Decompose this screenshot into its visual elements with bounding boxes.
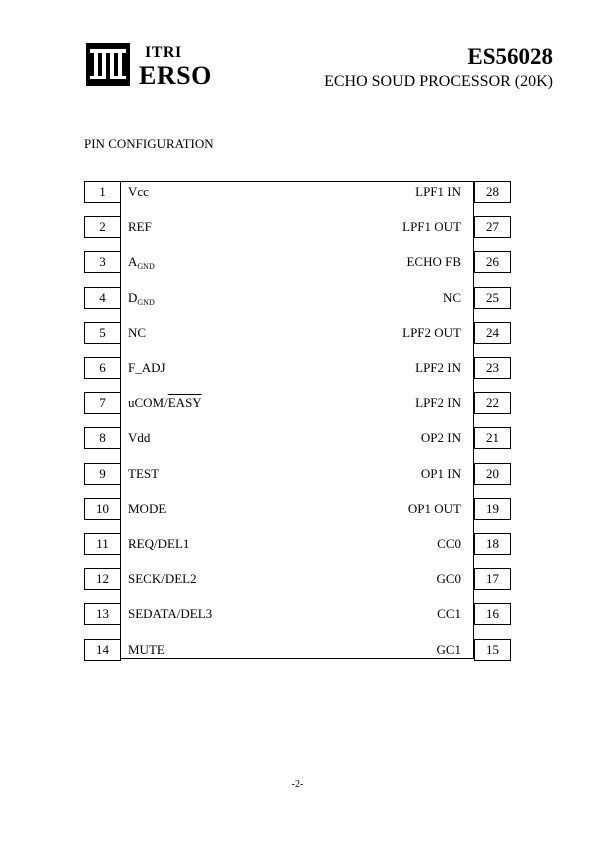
pin-number: 12	[84, 568, 121, 590]
pin-name	[128, 642, 165, 658]
pin-name-text: NC	[128, 324, 147, 340]
pin-name-text: SECK/DEL2	[128, 571, 197, 587]
pin-name	[128, 395, 202, 411]
section-title: PIN CONFIGURATION	[84, 136, 214, 151]
pin-name-subscript: GND	[137, 297, 155, 307]
pin-name-text: REF	[128, 219, 152, 235]
pin-number: 25	[474, 287, 511, 309]
pin-name	[128, 466, 159, 482]
pin-number: 20	[474, 463, 511, 485]
pin-number: 7	[84, 392, 121, 414]
pin-name: LPF1 IN	[415, 184, 461, 199]
pin-number: 14	[84, 639, 121, 661]
pin-name	[128, 571, 197, 587]
pin-name-text: Vdd	[128, 430, 151, 446]
pin-name-text: REQ/DEL1	[128, 536, 190, 551]
pin-row	[84, 427, 512, 449]
pin-name	[128, 254, 155, 275]
pin-name-active-low: EASY	[167, 395, 202, 411]
pin-name-text: A	[128, 254, 138, 270]
pin-name: CC0	[437, 536, 461, 551]
pin-number: 1	[84, 181, 121, 203]
pin-number: 26	[474, 251, 511, 273]
pin-row	[84, 603, 512, 625]
pin-name-text: F_ADJ	[128, 360, 166, 375]
pin-number: 15	[474, 639, 511, 661]
pin-name: LPF1 OUT	[402, 219, 461, 235]
pin-name: LPF2 IN	[415, 395, 461, 411]
pin-number: 16	[474, 603, 511, 625]
pin-row	[84, 357, 512, 379]
pin-name: ECHO FB	[406, 254, 461, 270]
pin-row	[84, 533, 512, 555]
pin-name: LPF2 OUT	[402, 324, 461, 340]
pin-number: 2	[84, 216, 121, 238]
pin-row	[84, 216, 512, 238]
part-subtitle: ECHO SOUD PROCESSOR (20K)	[324, 73, 553, 90]
pin-number: 17	[474, 568, 511, 590]
itri-erso-logo-icon	[86, 43, 130, 86]
pin-number: 9	[84, 463, 121, 485]
pin-name	[128, 325, 146, 341]
pin-row	[84, 181, 512, 203]
logo-text-itri: ITRI	[145, 44, 182, 61]
pin-row	[84, 287, 512, 309]
pin-name	[128, 430, 150, 446]
pin-row	[84, 392, 512, 414]
pin-name	[128, 219, 152, 235]
page-number: -2-	[291, 779, 304, 790]
pin-name	[128, 606, 212, 622]
pin-number: 18	[474, 533, 511, 555]
pin-name: OP1 IN	[420, 465, 461, 481]
logo-text-erso: ERSO	[139, 61, 212, 90]
pin-name	[128, 290, 155, 311]
part-number: ES56028	[467, 44, 553, 69]
pin-name-text: D	[128, 289, 138, 305]
pin-name-text: uCOM/	[128, 395, 168, 411]
pin-number: 6	[84, 357, 121, 379]
pin-name: LPF2 IN	[415, 360, 461, 375]
pin-name: GC0	[436, 571, 461, 587]
pin-name: NC	[442, 289, 461, 305]
pin-name-text: SEDATA/DEL3	[128, 606, 213, 622]
pin-number: 23	[474, 357, 511, 379]
pin-name: GC1	[436, 641, 461, 657]
pin-name: OP2 IN	[420, 430, 461, 446]
pin-number: 28	[474, 181, 511, 203]
pin-name: CC1	[437, 606, 461, 622]
pin-name	[128, 360, 166, 376]
pin-number: 21	[474, 427, 511, 449]
pin-name-text: TEST	[128, 465, 160, 481]
pin-name-text: MODE	[128, 500, 167, 516]
pin-number: 8	[84, 427, 121, 449]
pin-row	[84, 463, 512, 485]
pin-diagram	[84, 181, 512, 661]
pin-number: 4	[84, 287, 121, 309]
pin-name	[128, 536, 189, 552]
pin-row	[84, 322, 512, 344]
pin-number: 13	[84, 603, 121, 625]
pin-number: 11	[84, 533, 121, 555]
pin-number: 5	[84, 322, 121, 344]
pin-number: 22	[474, 392, 511, 414]
pin-name: OP1 OUT	[407, 500, 461, 516]
pin-row	[84, 639, 512, 661]
pin-row	[84, 568, 512, 590]
pin-row	[84, 251, 512, 273]
pin-name	[128, 501, 166, 517]
pin-number: 27	[474, 216, 511, 238]
pin-number: 3	[84, 251, 121, 273]
pin-number: 10	[84, 498, 121, 520]
pin-number: 24	[474, 322, 511, 344]
pin-name-subscript: GND	[137, 262, 155, 272]
pin-number: 19	[474, 498, 511, 520]
pin-name-text: MUTE	[128, 641, 165, 657]
pin-row	[84, 498, 512, 520]
pin-name-text: Vcc	[128, 184, 149, 199]
pin-name	[128, 184, 149, 200]
